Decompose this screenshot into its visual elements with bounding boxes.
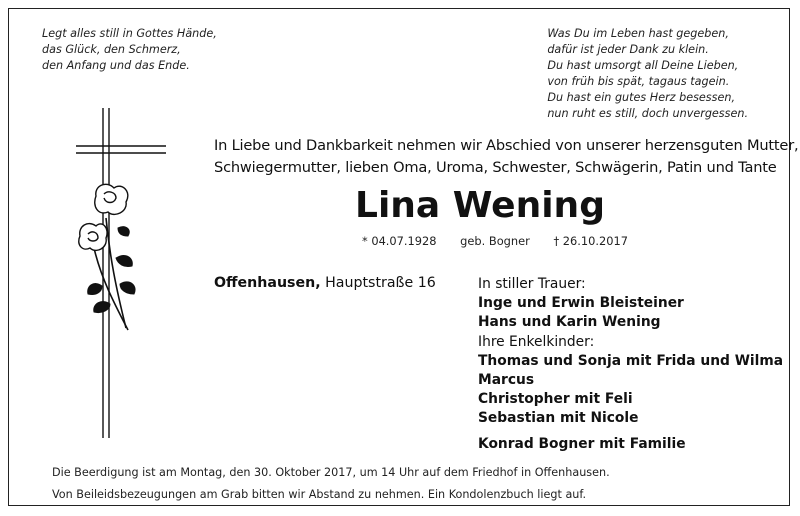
poem-line: Du hast umsorgt all Deine Lieben,: [547, 59, 739, 72]
poem-line: Du hast ein gutes Herz besessen,: [547, 91, 735, 104]
mourner: Hans und Karin Wening: [478, 314, 661, 331]
poem-left: [42, 26, 217, 74]
mourners-heading: In stiller Trauer:: [478, 276, 586, 292]
poem-right: [547, 26, 748, 122]
grandchildren-heading: Ihre Enkelkinder:: [478, 333, 595, 350]
mourner: Inge und Erwin Bleisteiner: [478, 295, 684, 312]
life-dates: [362, 234, 648, 248]
footer-notes: [52, 462, 610, 506]
intro-line: Schwiegermutter, lieben Oma, Uroma, Schwester, Schwägerin, Patin und Tante: [214, 159, 777, 176]
poem-line: Legt alles still in Gottes Hände,: [42, 27, 217, 40]
poem-line: das Glück, den Schmerz,: [42, 43, 181, 56]
poem-line: nun ruht es still, doch unvergessen.: [547, 107, 748, 120]
maiden-name: geb. Bogner: [460, 234, 530, 248]
poem-line: von früh bis spät, tagaus tagein.: [547, 75, 730, 88]
mourners-list: [478, 275, 783, 454]
grandchild: Christopher mit Feli: [478, 391, 633, 408]
address-street: Hauptstraße 16: [325, 275, 436, 291]
death-date: † 26.10.2017: [553, 234, 628, 248]
birth-date: * 04.07.1928: [362, 234, 437, 248]
poem-line: den Anfang und das Ende.: [42, 59, 190, 72]
funeral-info: Die Beerdigung ist am Montag, den 30. Oktober 2017, um 14 Uhr auf dem Friedhof in Offenhausen.: [52, 466, 610, 479]
poem-line: Was Du im Leben hast gegeben,: [547, 27, 729, 40]
poem-line: dafür ist jeder Dank zu klein.: [547, 43, 709, 56]
sibling: Konrad Bogner mit Familie: [478, 435, 686, 452]
cross-with-rose-icon: [76, 108, 176, 438]
intro-line: In Liebe und Dankbarkeit nehmen wir Abschied von unserer herzensguten Mutter,: [214, 137, 799, 154]
grandchild: Thomas und Sonja mit Frida und Wilma: [478, 352, 784, 369]
deceased-name: Lina Wening: [355, 185, 605, 226]
address-town: Offenhausen,: [214, 275, 321, 291]
grandchild: Marcus: [478, 372, 535, 389]
grandchild: Sebastian mit Nicole: [478, 410, 639, 427]
intro-text: [214, 135, 799, 179]
address: [214, 275, 436, 291]
condolence-info: Von Beileidsbezeugungen am Grab bitten wir Abstand zu nehmen. Ein Kondolenzbuch liegt auf.: [52, 488, 587, 501]
